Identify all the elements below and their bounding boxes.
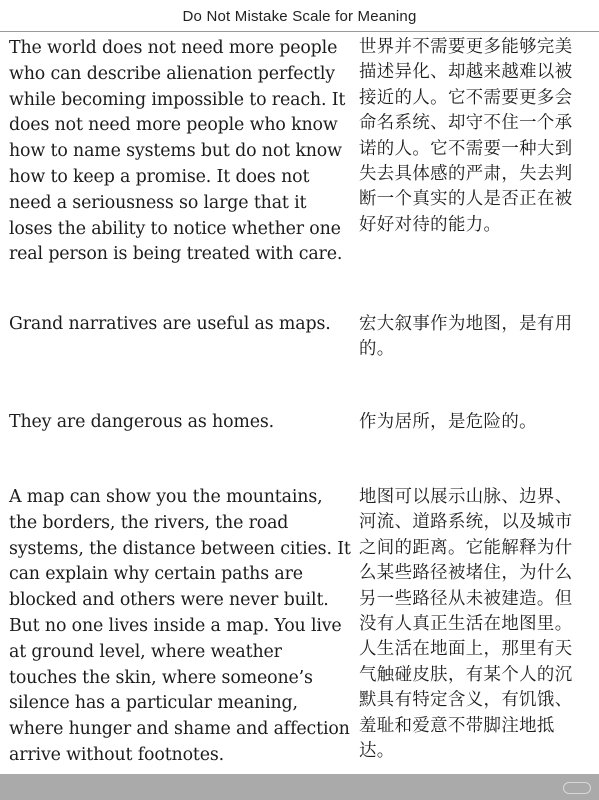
paragraph-3-chinese: 作为居所，是危险的。 bbox=[359, 412, 537, 432]
paragraph-1-english: The world does not need more people who can describe alienation perfectly while becoming impossible to reach. It does not need more people who know how to name systems but do not know how to keep a promise. It does not need a seriousness so large that it loses the ability to notice whether one real person is being treated with care. bbox=[9, 38, 346, 265]
paragraph-2-chinese: 宏大叙事作为地图，是有用的。 bbox=[359, 314, 573, 360]
paragraph-4-chinese: 地图可以展示山脉、边界、河流、道路系统，以及城市之间的距离。它能解释为什么某些路径被堵住，为什么另一些路径从未被建造。但没有人真正生活在地图里。人生活在地面上，那里有天气触碰皮肤，有某个人的沉默具有特定含义，有饥饿、羞耻和爱意不带脚注地抵达。 bbox=[359, 487, 573, 762]
paragraph-1-chinese: 世界并不需要更多能够完美描述异化、却越来越难以被接近的人。它不需要更多会命名系统、却守不住一个承诺的人。它不需要一种大到失去具体感的严肃，失去判断一个真实的人是否正在被好好对待的能力。 bbox=[359, 37, 573, 235]
watermark-logo bbox=[563, 782, 591, 794]
paragraph-2-english: Grand narratives are useful as maps. bbox=[9, 314, 331, 334]
paragraph-3-english: They are dangerous as homes. bbox=[9, 412, 275, 432]
page-title: Do Not Mistake Scale for Meaning bbox=[182, 8, 417, 25]
page-header bbox=[0, 0, 599, 32]
paragraph-4-english: A map can show you the mountains, the borders, the rivers, the road systems, the distance between cities. It can explain why certain paths are blocked and others were never built. But no one lives inside a map. You live at ground level, where weather touches the skin, where someone’s silence has a particular meaning, where hunger and shame and affection arrive without footnotes. bbox=[9, 487, 351, 765]
bottom-bar bbox=[0, 774, 599, 800]
